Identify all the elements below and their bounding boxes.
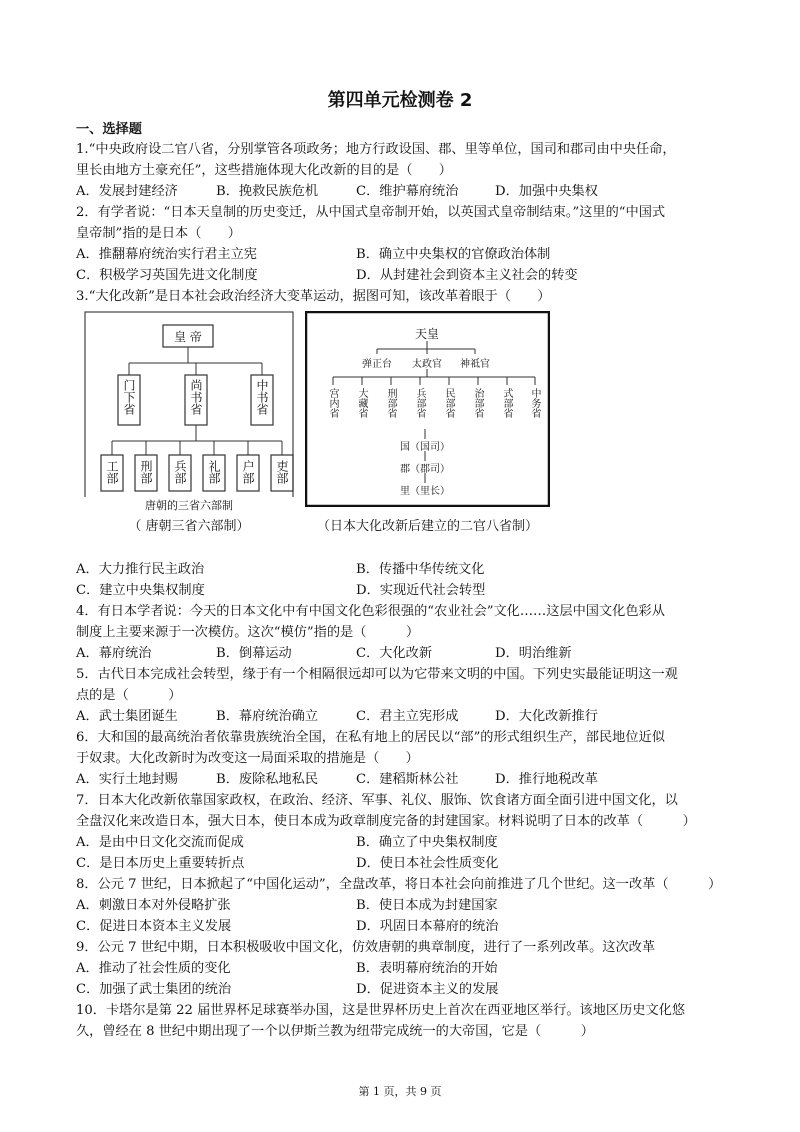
q5-option-b: B．幕府统治确立: [216, 709, 319, 724]
q6-option-c: C．建稻斯林公社: [356, 772, 459, 787]
japan-local-village: 里（里长）: [400, 486, 450, 497]
figure-tang-system: [84, 311, 294, 537]
q2-option-b: B．确立中央集权的官僚政治体制: [356, 247, 551, 262]
q9-stem-line1: 9．公元 7 世纪中期，日本积极吸收中国文化，仿效唐朝的典章制度，进行了一系列改革。这次改革: [76, 940, 656, 955]
q3-option-b: B．传播中华传统文化: [356, 562, 485, 577]
q4-option-b: B．倒幕运动: [216, 646, 292, 661]
q2-option-a: A．推翻幕府统治实行君主立宪: [76, 247, 257, 262]
q6-stem-line1: 6．大和国的最高统治者依靠贵族统治全国，在私有地上的居民以“部”的形式组织生产，部民地位近似: [76, 730, 665, 745]
q9-option-d: D．促进资本主义的发展: [356, 982, 499, 997]
tang-caption: （ 唐朝三省六部制）: [128, 519, 250, 534]
q1-option-b: B．挽救民族危机: [216, 184, 319, 199]
q10-stem-line1: 10．卡塔尔是第 22 届世界杯足球赛举办国，这是世界杯历史上首次在西亚地区举行。该地区历史文化悠: [76, 1003, 686, 1018]
q3-option-a: A．大力推行民主政治: [76, 562, 205, 577]
q8-option-d: D．巩固日本幕府的统治: [356, 919, 499, 934]
tang-ministry-justice: 刑部: [139, 460, 153, 484]
tang-emperor: 皇 帝: [174, 330, 202, 344]
q2-option-d: D．从封建社会到资本主义社会的转变: [356, 268, 578, 283]
page-title: 第四单元检测卷 2: [327, 90, 473, 111]
q7-option-a: A．是由中日文化交流而促成: [76, 835, 244, 850]
q5-stem-line2: 点的是（ ）: [76, 688, 182, 703]
q5-option-d: D．大化改新推行: [495, 709, 598, 724]
q1-option-d: D．加强中央集权: [495, 184, 598, 199]
tang-ministry-personnel: 吏部: [275, 460, 289, 484]
q9-option-c: C．加强了武士集团的统治: [76, 982, 232, 997]
japan-emperor: 天皇: [414, 327, 439, 341]
japan-ministry-kunai: 宫内省: [327, 388, 338, 418]
q6-option-d: D．推行地税改革: [495, 772, 598, 787]
q4-option-a: A．幕府统治: [76, 646, 152, 661]
q8-option-b: B．使日本成为封建国家: [356, 898, 498, 913]
japan-ministry-gyobu: 刑部省: [385, 388, 396, 418]
tang-ministry-revenue: 户部: [241, 460, 255, 484]
q7-stem-line2: 全盘汉化来改造日本，强大日本，使日本成为政章制度完备的封建国家。材料说明了日本的改革（ ）: [76, 814, 696, 829]
q4-stem-line2: 制度上主要来源于一次模仿。这次“模仿”指的是（ ）: [76, 625, 420, 640]
q2-stem-line1: 2．有学者说：“日本天皇制的历史变迁，从中国式皇帝制开始，以英国式皇帝制结束。”这里的“中国式: [76, 205, 666, 220]
tang-ministry-war: 兵部: [173, 460, 187, 484]
tang-province-zhongshu: 中书省: [255, 379, 269, 415]
japan-local-county: 郡（郡司）: [400, 464, 450, 475]
tang-ministry-works: 工部: [105, 460, 119, 484]
q6-option-a: A．实行土地封赐: [76, 772, 178, 787]
q1-option-c: C．维护幕府统治: [356, 184, 459, 199]
japan-ministry-okura: 大藏省: [356, 388, 367, 418]
q10-stem-line2: 久，曾经在 8 世纪中期出现了一个以伊斯兰教为纽带完成统一的大帝国，它是（ ）: [76, 1024, 594, 1039]
japan-ministry-hyobu: 兵部省: [414, 388, 425, 418]
japan-official-danjo: 弹正台: [362, 359, 392, 370]
q5-option-a: A．武士集团诞生: [76, 709, 178, 724]
q5-stem-line1: 5．古代日本完成社会转型，缘于有一个相隔很远却可以为它带来文明的中国。下列史实最能证明这一观: [76, 667, 678, 682]
q9-option-b: B．表明幕府统治的开始: [356, 961, 498, 976]
q4-option-c: C．大化改新: [356, 646, 433, 661]
q2-stem-line2: 皇帝制”指的是日本（ ）: [76, 226, 241, 241]
q5-option-c: C．君主立宪形成: [356, 709, 459, 724]
q6-option-b: B．废除私地私民: [216, 772, 319, 787]
japan-official-jingikan: 神祗官: [460, 359, 490, 370]
q1-stem-line1: 1.“中央政府设二官八省，分别掌管各项政务；地方行政设国、郡、里等单位，国司和郡司由中央任命，: [76, 142, 676, 157]
section-heading: 一、选择题: [76, 122, 142, 137]
tang-province-menxia: 门下省: [122, 379, 136, 415]
figure-japan-system: [305, 311, 550, 537]
q7-option-c: C．是日本历史上重要转折点: [76, 856, 245, 871]
q7-option-b: B．确立了中央集权制度: [356, 835, 498, 850]
q8-option-a: A．刺激日本对外侵略扩张: [76, 898, 231, 913]
q1-option-a: A．发展封建经济: [76, 184, 178, 199]
japan-official-dajokan: 太政官: [412, 359, 442, 370]
tang-inner-caption: 唐朝的三省六部制: [84, 497, 294, 513]
q8-option-c: C．促进日本资本主义发展: [76, 919, 232, 934]
q1-stem-line2: 里长由地方土豪充任”，这些措施体现大化改新的目的是（ ）: [76, 163, 452, 178]
japan-ministry-jibu: 治部省: [472, 388, 483, 418]
japan-ministry-nakatsukasa: 中务省: [529, 388, 540, 418]
japan-local-province: 国（国司）: [400, 442, 450, 453]
page-footer: 第 1 页，共 9 页: [358, 1085, 442, 1098]
tang-province-shangshu: 尚书省: [189, 379, 203, 415]
q3-option-c: C．建立中央集权制度: [76, 583, 205, 598]
q7-option-d: D．使日本社会性质变化: [356, 856, 499, 871]
q4-option-d: D．明治维新: [495, 646, 572, 661]
q3-option-d: D．实现近代社会转型: [356, 583, 486, 598]
q3-stem-line1: 3.“大化改新”是日本社会政治经济大变革运动，据图可知，该改革着眼于（ ）: [76, 289, 551, 304]
tang-ministry-rites: 礼部: [207, 460, 221, 484]
japan-ministry-shikibu: 式部省: [501, 388, 512, 418]
q7-stem-line1: 7．日本大化改新依靠国家政权，在政治、经济、军事、礼仪、服饰、饮食诸方面全面引进中国文化，以: [76, 793, 678, 808]
japan-caption: （日本大化改新后建立的二官八省制）: [316, 519, 538, 534]
q8-stem-line1: 8．公元 7 世纪，日本掀起了“中国化运动”，全盘改革，将日本社会向前推进了几个世纪。这一改革（ ）: [76, 877, 722, 892]
q9-option-a: A．推动了社会性质的变化: [76, 961, 231, 976]
japan-ministry-minbu: 民部省: [443, 388, 454, 418]
q4-stem-line1: 4．有日本学者说：今天的日本文化中有中国文化色彩很强的“农业社会”文化……这层中国文化色彩从: [76, 604, 665, 619]
q6-stem-line2: 于奴隶。大化改新时为改变这一局面采取的措施是（ ）: [76, 751, 419, 766]
q2-option-c: C．积极学习英国先进文化制度: [76, 268, 258, 283]
